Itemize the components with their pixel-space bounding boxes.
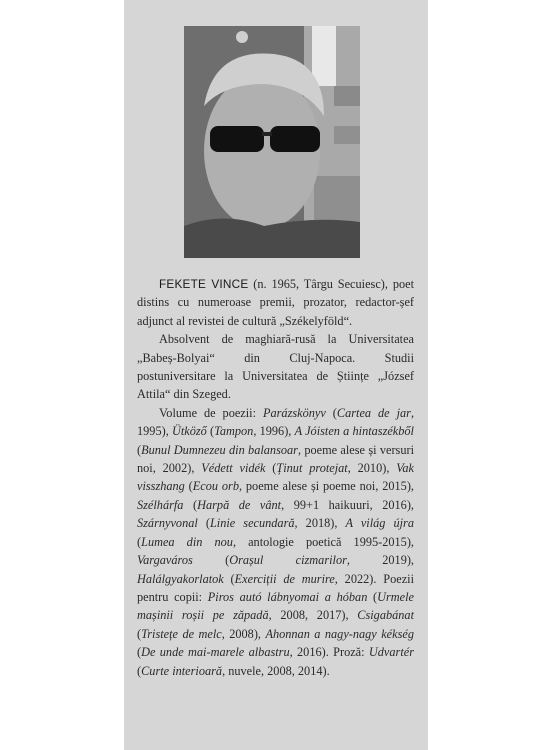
book-details: , 2018), <box>294 516 346 531</box>
book-details: , 2019), <box>346 553 415 568</box>
book-translation: Tristețe de melc <box>141 626 222 641</box>
book-translation: Linie secundară <box>209 516 295 531</box>
book-translation: Cartea de jar <box>336 405 411 420</box>
paren-open: ( <box>367 589 378 604</box>
paren-open: ( <box>206 424 215 439</box>
book-title: Védett vidék <box>201 461 266 476</box>
paren-open: ( <box>137 534 142 549</box>
book-title: Vargaváros <box>137 553 193 568</box>
book-title: Szárnyvonal <box>137 516 198 531</box>
book-details: , nuvele, 2008, 2014). <box>222 663 330 678</box>
paren-open: ( <box>265 461 277 476</box>
paren-open: ( <box>137 663 142 678</box>
prose-label: Proză: <box>333 645 369 660</box>
paren-open: ( <box>192 553 230 568</box>
paren-open: ( <box>184 479 193 494</box>
book-title: Piros autó lábnyomai a hóban <box>207 589 368 604</box>
book-title: Halálgyakorlatok <box>137 571 224 586</box>
book-title: Udvartér <box>368 645 414 660</box>
book-details: , 2010), <box>347 461 397 476</box>
education-paragraph: Absolvent de maghiară-rusă la Universitatea „Babeș-Bolyai“ din Cluj-Napoca. Studii postuniversitare la Universitatea de Științe „József Attila“ din Szeged. <box>137 332 414 402</box>
book-details: , 1995), <box>137 405 415 439</box>
book-details: , 99+1 haikuuri, 2016), <box>281 497 414 512</box>
book-details: , 2022). <box>334 571 384 586</box>
author-photo <box>184 26 360 258</box>
works-label: Volume de poezii: <box>159 405 263 420</box>
paren-open: ( <box>197 516 210 531</box>
book-title: Ahonnan a nagy-nagy kékség <box>265 626 414 641</box>
book-title: Csigabánat <box>357 608 414 623</box>
book-details: , poeme alese și poeme noi, 2015), <box>238 479 415 494</box>
book-translation: Harpă de vânt <box>197 497 282 512</box>
book-translation: Lumea din nou <box>141 534 233 549</box>
book-translation: Curte interioară <box>141 663 223 678</box>
works-list <box>137 406 414 586</box>
book-details: , 2008, 2017), <box>268 608 358 623</box>
works-paragraph <box>137 404 414 680</box>
book-translation: Urmele mașinii roșii pe zăpadă <box>137 589 415 623</box>
book-title: Szélhárfa <box>137 497 184 512</box>
children-label: Poezii pentru copii: <box>137 571 414 604</box>
author-biography <box>137 275 414 680</box>
paren-open: ( <box>137 442 142 457</box>
author-name: FEKETE VINCE <box>159 277 249 291</box>
book-title: Vak visszhang <box>137 461 415 494</box>
book-translation: Orașul cizmarilor <box>229 553 347 568</box>
paren-open: ( <box>223 571 235 586</box>
book-details: , 1996), <box>253 424 295 439</box>
book-title: Parázskönyv <box>262 405 326 420</box>
book-translation: Ecou orb <box>192 479 239 494</box>
paren-open: ( <box>137 645 142 660</box>
book-details: , poeme alese și versuri noi, 2002), <box>137 442 414 476</box>
paren-open: ( <box>325 405 337 420</box>
author-intro: (n. 1965, Târgu Secuiesc), poet distins cu numeroase premii, prozator, redactor-șef adjunct al revistei de cultură „Székelyföld“. <box>137 277 414 328</box>
paren-open: ( <box>183 497 198 512</box>
book-title: A világ újra <box>345 516 414 531</box>
book-details: , antologie poetică 1995-2015), <box>232 534 414 549</box>
book-translation: Bunul Dumnezeu din balansoar <box>141 442 298 457</box>
book-translation: Ținut protejat <box>276 461 348 476</box>
book-details: , 2008), <box>221 626 266 641</box>
intro-paragraph <box>137 275 414 330</box>
book-translation: De unde mai-marele albastru <box>141 645 290 660</box>
book-details: , 2016). <box>289 645 334 660</box>
book-translation: Tampon <box>214 424 254 439</box>
book-translation: Exerciții de murire <box>234 571 335 586</box>
book-title: A Jóisten a hintaszékből <box>294 424 414 439</box>
paren-open: ( <box>137 626 142 641</box>
book-title: Ütköző <box>171 424 207 439</box>
